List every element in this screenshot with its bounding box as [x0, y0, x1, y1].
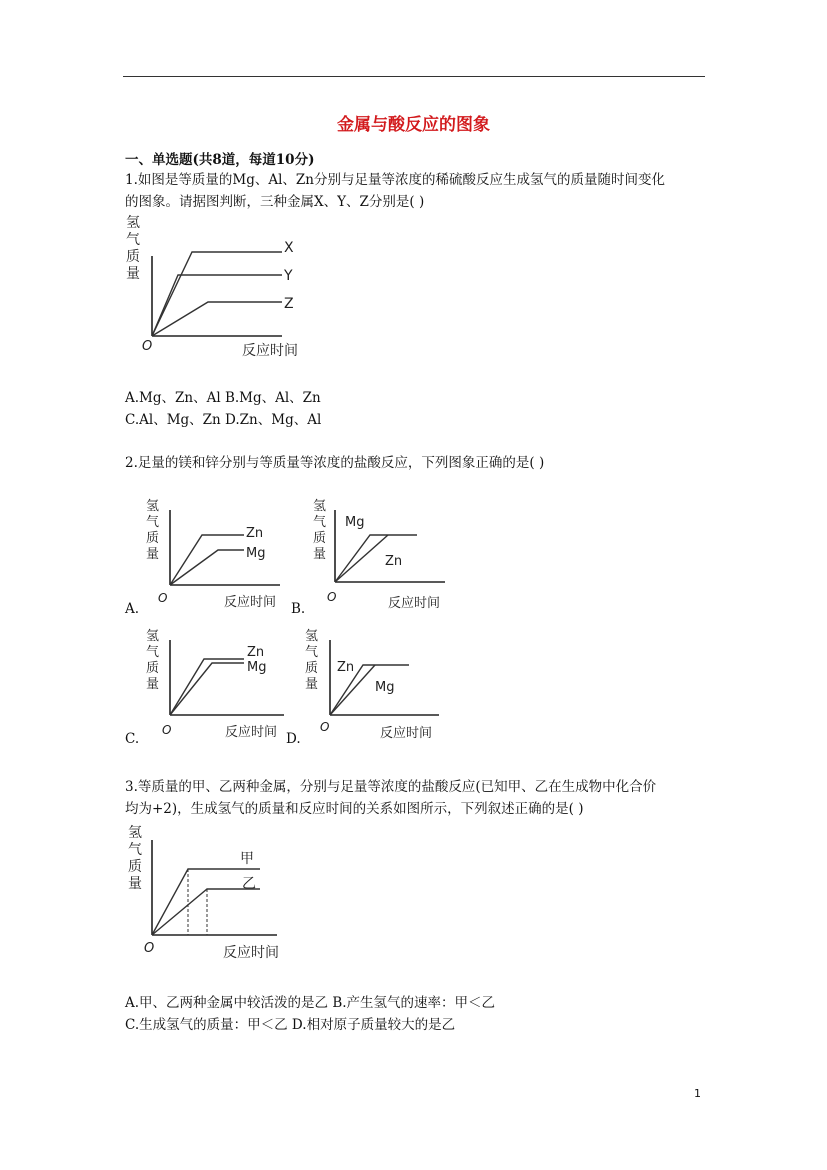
q2-option-c-label: C. [125, 731, 140, 747]
q1-options-line1: A.Mg、Zn、Al B.Mg、Al、Zn [125, 390, 321, 406]
q2-graph-c [140, 625, 300, 745]
curve-mg [335, 535, 417, 582]
q1-stem-line1: 1.如图是等质量的Mg、Al、Zn分别与足量等浓度的稀硫酸反应生成氢气的质量随时间变化 [125, 172, 665, 188]
y-axis-char: 量 [128, 876, 142, 892]
section-heading: 一、单选题(共8道，每道10分) [125, 152, 315, 168]
y-axis-char: 质 [128, 859, 142, 875]
q3-options-line2: C.生成氢气的质量：甲＜乙 D.相对原子质量较大的是乙 [125, 1017, 456, 1033]
q3-stem-line2: 均为+2)，生成氢气的质量和反应时间的关系如图所示，下列叙述正确的是( ) [125, 801, 584, 817]
x-axis-label: 反应时间 [388, 596, 441, 611]
y-axis-char: 气 [128, 842, 142, 858]
y-axis-char: 气 [146, 645, 160, 660]
q3-stem-line1: 3.等质量的甲、乙两种金属，分别与足量等浓度的盐酸反应(已知甲、乙在生成物中化合价 [125, 779, 657, 795]
curve-label-zn: Zn [337, 660, 355, 675]
origin-label: O [158, 591, 168, 605]
y-axis-char: 质 [305, 661, 319, 676]
origin-label: O [144, 941, 155, 956]
header-rule [123, 76, 705, 77]
page-title: 金属与酸反应的图象 [337, 115, 490, 135]
q3-options-line1: A.甲、乙两种金属中较活泼的是乙 B.产生氢气的速率：甲＜乙 [125, 995, 496, 1011]
q1-stem-line2: 的图象。请据图判断，三种金属X、Y、Z分别是( ) [125, 194, 425, 210]
y-axis-char: 气 [313, 515, 327, 530]
y-axis-char: 气 [146, 515, 160, 530]
y-axis-char: 氢 [146, 629, 160, 644]
curve-label-x: X [284, 240, 294, 256]
x-axis-label: 反应时间 [380, 726, 433, 741]
y-axis-char: 量 [305, 677, 319, 692]
curve-label-zn: Zn [246, 526, 264, 541]
curve-yi [152, 889, 260, 935]
y-axis-char: 氢 [305, 629, 319, 644]
origin-label: O [327, 590, 337, 604]
q2-option-b-label: B. [291, 601, 306, 617]
origin-label: O [142, 339, 153, 354]
q2-option-d-label: D. [286, 731, 301, 747]
y-axis-char: 氢 [313, 499, 327, 514]
q2-graph-d [295, 625, 460, 745]
y-axis-char: 量 [126, 266, 140, 282]
curve-label-y: Y [284, 268, 293, 284]
y-axis-char: 质 [313, 531, 327, 546]
y-axis-char: 量 [146, 547, 160, 562]
curve-label-mg: Mg [247, 660, 267, 675]
x-axis-label: 反应时间 [242, 343, 298, 359]
y-axis-char: 氢 [128, 825, 142, 841]
q2-graph-a [140, 495, 290, 615]
origin-label: O [320, 720, 330, 734]
y-axis-char: 质 [146, 661, 160, 676]
y-axis-char: 质 [126, 249, 140, 265]
curve-label-z: Z [284, 296, 294, 312]
y-axis-char: 气 [126, 232, 140, 248]
y-axis-char: 量 [146, 677, 160, 692]
curve-y [152, 275, 282, 336]
page-number: 1 [694, 1087, 701, 1100]
y-axis-char: 氢 [146, 499, 160, 514]
y-axis-char: 量 [313, 547, 327, 562]
curve-label-zn: Zn [385, 554, 403, 569]
curve-label-mg: Mg [246, 546, 266, 561]
x-axis-label: 反应时间 [223, 945, 279, 961]
y-axis-char: 气 [305, 645, 319, 660]
curve-z [152, 302, 282, 336]
q2-option-a-label: A. [125, 601, 140, 617]
q2-stem: 2.足量的镁和锌分别与等质量等浓度的盐酸反应，下列图象正确的是( ) [125, 455, 545, 471]
q1-options-line2: C.Al、Mg、Zn D.Zn、Mg、Al [125, 412, 322, 428]
curve-label-mg: Mg [375, 680, 395, 695]
q3-graph [120, 820, 300, 965]
curve-zn [170, 659, 244, 715]
x-axis-label: 反应时间 [225, 725, 278, 740]
origin-label: O [162, 723, 172, 737]
y-axis-char: 氢 [126, 215, 140, 231]
curve-label-yi: 乙 [242, 876, 256, 892]
curve-label-jia: 甲 [240, 851, 254, 867]
y-axis-char: 质 [146, 531, 160, 546]
x-axis-label: 反应时间 [224, 595, 277, 610]
q1-graph [120, 210, 320, 360]
q2-graph-b [305, 495, 465, 615]
curve-label-zn: Zn [247, 645, 265, 660]
curve-label-mg: Mg [345, 515, 365, 530]
curve-zn [335, 535, 388, 582]
curve-mg [170, 663, 244, 715]
